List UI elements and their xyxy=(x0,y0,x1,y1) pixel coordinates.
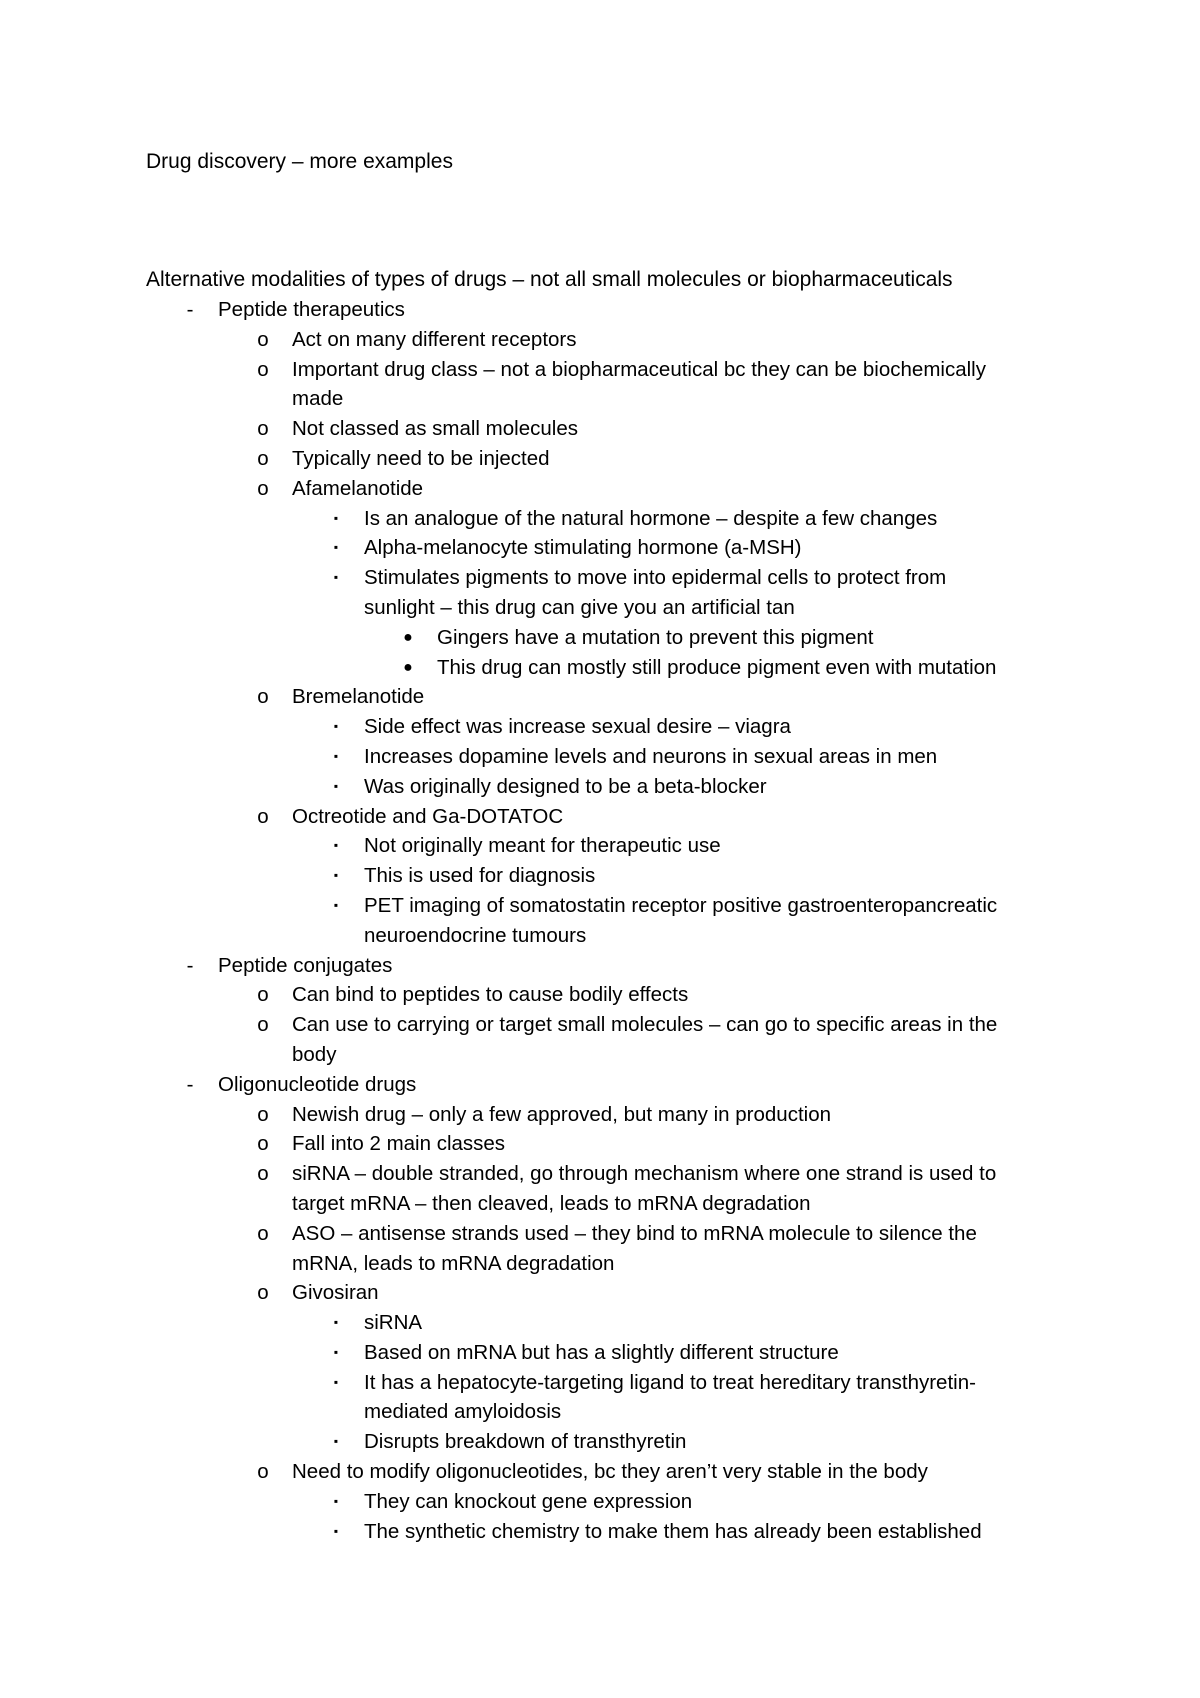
outline-item-text: siRNA xyxy=(364,1311,423,1335)
square-bullet-icon: ▪ xyxy=(333,570,339,585)
square-bullet-icon: ▪ xyxy=(333,540,339,555)
intro-paragraph: Alternative modalities of types of drugs – not all small molecules or biopharmaceuticals xyxy=(146,268,953,291)
outline-item-text: mRNA, leads to mRNA degradation xyxy=(292,1251,615,1275)
outline-item-text: Not classed as small molecules xyxy=(292,417,578,441)
outline-item-text: sunlight – this drug can give you an artificial tan xyxy=(364,595,795,619)
dot-bullet-icon: ● xyxy=(403,658,413,676)
square-bullet-icon: ▪ xyxy=(333,510,339,525)
outline-item-level-3 xyxy=(0,1338,1200,1368)
outline-item-level-3 xyxy=(0,563,1200,593)
outline-item-level-3 xyxy=(0,861,1200,891)
outline-item-level-2 xyxy=(0,1219,1200,1249)
outline-item-level-2 xyxy=(0,1129,1200,1159)
circle-bullet-icon: o xyxy=(257,1221,269,1245)
outline-item-level-1 xyxy=(0,295,1200,325)
outline-item-text: Important drug class – not a biopharmaceutical bc they can be biochemically xyxy=(292,357,986,381)
outline-item-text: Not originally meant for therapeutic use xyxy=(364,834,721,858)
outline-item-level-2 xyxy=(0,355,1200,385)
outline-item-text: Is an analogue of the natural hormone – despite a few changes xyxy=(364,506,938,530)
bullet-outline xyxy=(0,295,1200,1546)
outline-item-text: Peptide conjugates xyxy=(218,953,393,977)
circle-bullet-icon: o xyxy=(257,1102,269,1126)
outline-item-text: Afamelanotide xyxy=(292,476,424,500)
circle-bullet-icon: o xyxy=(257,685,269,709)
circle-bullet-icon: o xyxy=(257,1132,269,1156)
outline-item-text: Octreotide and Ga-DOTATOC xyxy=(292,804,564,828)
outline-item-level-2 xyxy=(0,474,1200,504)
square-bullet-icon: ▪ xyxy=(333,897,339,912)
outline-item-level-2 xyxy=(0,325,1200,355)
outline-item-text: Peptide therapeutics xyxy=(218,298,405,321)
circle-bullet-icon: o xyxy=(257,804,269,828)
outline-item-level-3 xyxy=(0,1308,1200,1338)
outline-item-text: Gingers have a mutation to prevent this pigment xyxy=(437,625,874,649)
outline-item-text: ASO – antisense strands used – they bind to mRNA molecule to silence the xyxy=(292,1221,977,1245)
outline-item-level-2 xyxy=(0,1457,1200,1487)
outline-item-text: Bremelanotide xyxy=(292,685,425,709)
outline-item-level-2 xyxy=(0,682,1200,712)
outline-item-text: Can use to carrying or target small molecules – can go to specific areas in the xyxy=(292,1013,998,1037)
outline-item-text: Based on mRNA but has a slightly different structure xyxy=(364,1340,839,1364)
outline-item-level-3 xyxy=(0,1517,1200,1547)
outline-item-level-3 xyxy=(0,1427,1200,1457)
document-title: Drug discovery – more examples xyxy=(146,150,453,173)
outline-item-text: Oligonucleotide drugs xyxy=(218,1072,417,1096)
outline-item-level-2 xyxy=(0,1159,1200,1189)
outline-item-text: Alpha-melanocyte stimulating hormone (a-MSH) xyxy=(364,536,802,560)
outline-item-text: Stimulates pigments to move into epidermal cells to protect from xyxy=(364,566,947,590)
circle-bullet-icon: o xyxy=(257,1281,269,1305)
outline-item-level-2 xyxy=(0,444,1200,474)
square-bullet-icon: ▪ xyxy=(333,1344,339,1359)
circle-bullet-icon: o xyxy=(257,1460,269,1484)
circle-bullet-icon: o xyxy=(257,417,269,441)
outline-item-text: Fall into 2 main classes xyxy=(292,1132,506,1156)
square-bullet-icon: ▪ xyxy=(333,868,339,883)
outline-item-text: It has a hepatocyte-targeting ligand to treat hereditary transthyretin- xyxy=(364,1370,976,1394)
circle-bullet-icon: o xyxy=(257,1013,269,1037)
outline-item-level-3 xyxy=(0,742,1200,772)
square-bullet-icon: ▪ xyxy=(333,748,339,763)
outline-item-text: Givosiran xyxy=(292,1281,379,1305)
outline-item-level-2 xyxy=(0,1189,1200,1219)
square-bullet-icon: ▪ xyxy=(333,778,339,793)
outline-item-level-2 xyxy=(0,1249,1200,1279)
outline-item-text: PET imaging of somatostatin receptor positive gastroenteropancreatic xyxy=(364,893,998,917)
outline-item-level-3 xyxy=(0,1368,1200,1398)
outline-item-text: mediated amyloidosis xyxy=(364,1400,562,1424)
outline-item-text: neuroendocrine tumours xyxy=(364,923,587,947)
outline-item-text: The synthetic chemistry to make them has already been established xyxy=(364,1519,982,1543)
circle-bullet-icon: o xyxy=(257,446,269,470)
outline-item-text: This is used for diagnosis xyxy=(364,864,596,888)
dash-bullet-icon: - xyxy=(186,298,194,321)
circle-bullet-icon: o xyxy=(257,983,269,1007)
outline-item-text: body xyxy=(292,1042,337,1066)
outline-item-text: made xyxy=(292,387,344,411)
outline-item-level-3 xyxy=(0,921,1200,951)
outline-item-level-2 xyxy=(0,1100,1200,1130)
outline-item-text: Need to modify oligonucleotides, bc they aren’t very stable in the body xyxy=(292,1460,928,1484)
outline-item-level-1 xyxy=(0,1070,1200,1100)
outline-item-text: Side effect was increase sexual desire – viagra xyxy=(364,715,791,739)
outline-item-level-2 xyxy=(0,414,1200,444)
outline-item-level-2 xyxy=(0,980,1200,1010)
square-bullet-icon: ▪ xyxy=(333,1374,339,1389)
outline-item-level-3 xyxy=(0,712,1200,742)
outline-item-level-2 xyxy=(0,384,1200,414)
outline-item-level-3 xyxy=(0,593,1200,623)
dot-bullet-icon: ● xyxy=(403,628,413,646)
outline-item-text: siRNA – double stranded, go through mechanism where one strand is used to xyxy=(292,1162,997,1186)
outline-item-text: Increases dopamine levels and neurons in sexual areas in men xyxy=(364,744,938,768)
outline-item-level-3 xyxy=(0,504,1200,534)
outline-item-text: Act on many different receptors xyxy=(292,327,577,351)
square-bullet-icon: ▪ xyxy=(333,838,339,853)
outline-item-text: They can knockout gene expression xyxy=(364,1489,693,1513)
outline-item-level-4 xyxy=(0,653,1200,683)
square-bullet-icon: ▪ xyxy=(333,1434,339,1449)
square-bullet-icon: ▪ xyxy=(333,1315,339,1330)
circle-bullet-icon: o xyxy=(257,476,269,500)
outline-item-level-3 xyxy=(0,533,1200,563)
outline-item-level-2 xyxy=(0,1040,1200,1070)
outline-item-text: Newish drug – only a few approved, but many in production xyxy=(292,1102,832,1126)
outline-item-level-3 xyxy=(0,831,1200,861)
outline-item-text: target mRNA – then cleaved, leads to mRNA degradation xyxy=(292,1191,811,1215)
circle-bullet-icon: o xyxy=(257,327,269,351)
outline-item-level-3 xyxy=(0,1397,1200,1427)
outline-item-level-3 xyxy=(0,772,1200,802)
outline-item-level-4 xyxy=(0,623,1200,653)
outline-item-level-3 xyxy=(0,891,1200,921)
square-bullet-icon: ▪ xyxy=(333,1523,339,1538)
dash-bullet-icon: - xyxy=(186,953,194,977)
outline-item-level-3 xyxy=(0,1487,1200,1517)
square-bullet-icon: ▪ xyxy=(333,1493,339,1508)
circle-bullet-icon: o xyxy=(257,357,269,381)
outline-item-text: Was originally designed to be a beta-blocker xyxy=(364,774,767,798)
outline-item-text: Can bind to peptides to cause bodily effects xyxy=(292,983,689,1007)
circle-bullet-icon: o xyxy=(257,1162,269,1186)
square-bullet-icon: ▪ xyxy=(333,719,339,734)
outline-item-text: Typically need to be injected xyxy=(292,446,550,470)
outline-item-text: This drug can mostly still produce pigment even with mutation xyxy=(437,655,997,679)
outline-item-level-2 xyxy=(0,1010,1200,1040)
outline-item-text: Disrupts breakdown of transthyretin xyxy=(364,1430,687,1454)
outline-item-level-2 xyxy=(0,1278,1200,1308)
outline-item-level-2 xyxy=(0,802,1200,832)
dash-bullet-icon: - xyxy=(186,1072,194,1096)
outline-item-level-1 xyxy=(0,951,1200,981)
